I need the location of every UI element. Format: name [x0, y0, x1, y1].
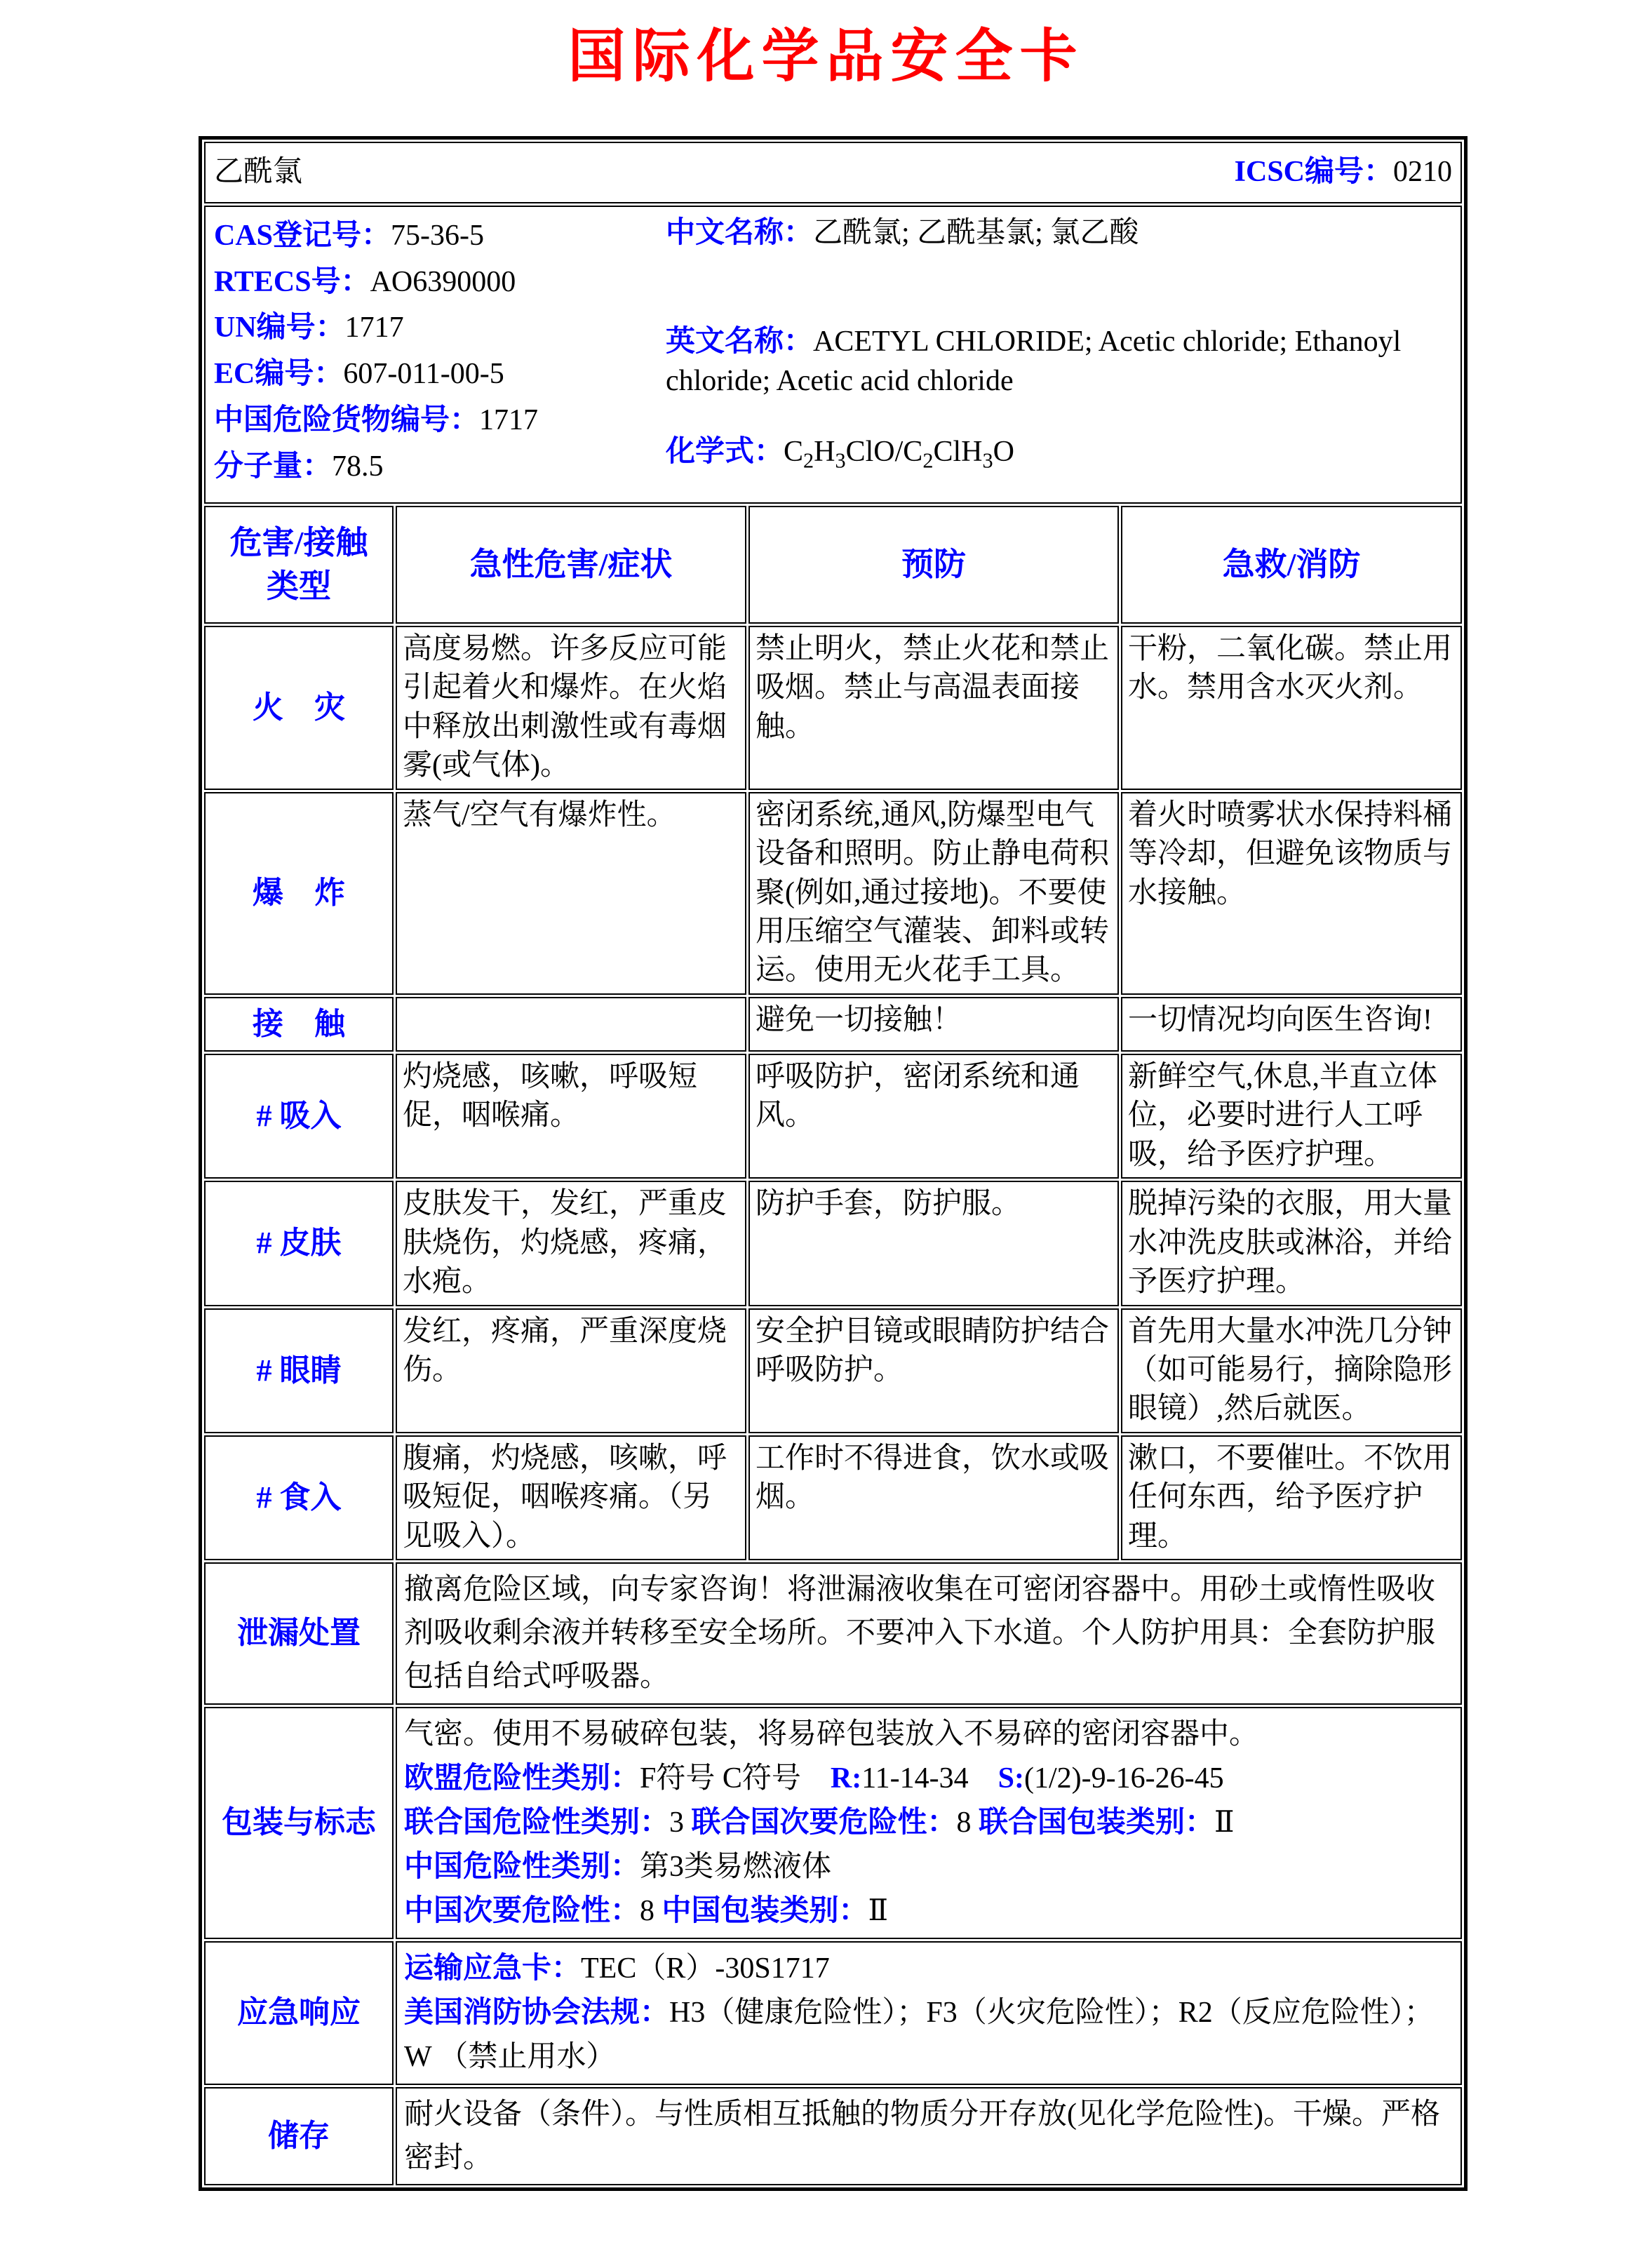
explosion-prevention: 密闭系统,通风,防爆型电气设备和照明。防止静电荷积聚(例如,通过接地)。不要使用压缩空气灌装、卸料或转运。使用无火花手工具。: [748, 792, 1119, 995]
hazard-header-symptoms: 急性危害/症状: [396, 506, 746, 624]
explosion-symptoms: 蒸气/空气有爆炸性。: [396, 792, 746, 995]
hazard-row-exposure: [204, 997, 1462, 1052]
molweight-label: 分子量：: [214, 450, 333, 483]
emergency-line-nfpa: 美国消防协会法规：H3（健康危险性）；F3（火灾危险性）；R2（反应危险性）；W （禁止用水）: [404, 1996, 1434, 2073]
emergency-text: [396, 1941, 1462, 2085]
packaging-line-un: 联合国危险性类别：3 联合国次要危险性：8 联合国包装类别：Ⅱ: [404, 1806, 1235, 1839]
row-label-eyes: # 眼睛: [204, 1308, 394, 1433]
china-dg-label: 中国危险货物编号：: [214, 404, 480, 437]
ingestion-symptoms: 腹痛，灼烧感，咳嗽，呼吸短促，咽喉疼痛。（另见吸入）。: [396, 1435, 746, 1560]
explosion-response: 着火时喷雾状水保持料桶等冷却，但避免该物质与水接触。: [1121, 792, 1462, 995]
china-dg-field: [214, 398, 663, 443]
skin-prevention: 防护手套，防护服。: [748, 1181, 1119, 1306]
cas-field: [214, 214, 663, 259]
molweight-value: 78.5: [332, 450, 384, 483]
fire-response: 干粉，二氧化碳。禁止用水。禁用含水灭火剂。: [1121, 626, 1462, 790]
english-name-value: ACETYL CHLORIDE; Acetic chloride; Ethanoyl chloride; Acetic acid chloride: [666, 326, 1402, 397]
eyes-symptoms: 发红，疼痛，严重深度烧伤。: [396, 1308, 746, 1433]
packaging-line-cn-class: 中国危险性类别：第3类易燃液体: [404, 1850, 832, 1883]
packaging-line-eu: 欧盟危险性类别：F符号 C符号 R:11-14-34 S:(1/2)-9-16-26-45: [404, 1762, 1224, 1795]
icsc-page: [0, 24, 1652, 2266]
eyes-response: 首先用大量水冲洗几分钟（如可能易行，摘除隐形眼镜）,然后就医。: [1121, 1308, 1462, 1433]
hazard-row-inhalation: [204, 1054, 1462, 1179]
hazard-row-eyes: [204, 1308, 1462, 1433]
card-header-row: [204, 142, 1462, 203]
inhalation-prevention: 呼吸防护，密闭系统和通风。: [748, 1054, 1119, 1179]
hazard-header-type: 危害/接触 类型: [204, 506, 394, 624]
packaging-label: 包装与标志: [204, 1707, 394, 1939]
icsc-card-table: [199, 136, 1468, 2191]
ec-field: [214, 352, 663, 397]
formula-field: [666, 433, 1452, 475]
skin-symptoms: 皮肤发干，发红，严重皮肤烧伤，灼烧感，疼痛，水疱。: [396, 1181, 746, 1306]
info-cell: [204, 206, 1462, 504]
ec-value: 607-011-00-5: [343, 358, 504, 391]
inhalation-symptoms: 灼烧感，咳嗽，呼吸短促，咽喉痛。: [396, 1054, 746, 1179]
inhalation-response: 新鲜空气,休息,半直立体位，必要时进行人工呼吸，给予医疗护理。: [1121, 1054, 1462, 1179]
row-label-skin: # 皮肤: [204, 1181, 394, 1306]
spill-label: 泄漏处置: [204, 1562, 394, 1704]
row-label-fire: 火 灾: [204, 626, 394, 790]
info-row: [204, 206, 1462, 504]
icsc-number-value: 0210: [1393, 156, 1453, 189]
rtecs-label: RTECS号：: [214, 265, 370, 298]
hazard-header-row: [204, 506, 1462, 624]
row-label-explosion: 爆 炸: [204, 792, 394, 995]
fire-symptoms: 高度易燃。许多反应可能引起着火和爆炸。在火焰中释放出刺激性或有毒烟雾(或气体)。: [396, 626, 746, 790]
china-dg-value: 1717: [479, 404, 539, 437]
cas-value: 75-36-5: [391, 219, 485, 252]
spill-text: 撤离危险区域，向专家咨询！将泄漏液收集在可密闭容器中。用砂土或惰性吸收剂吸收剩余液并转移至安全场所。不要冲入下水道。个人防护用具：全套防护服包括自给式呼吸器。: [396, 1562, 1462, 1704]
hazard-header-firstaid: 急救/消防: [1121, 506, 1462, 624]
chinese-name-field: [666, 214, 1452, 253]
section-row-storage: [204, 2087, 1462, 2185]
eyes-prevention: 安全护目镜或眼睛防护结合呼吸防护。: [748, 1308, 1119, 1433]
rtecs-field: [214, 260, 663, 305]
hazard-row-fire: [204, 626, 1462, 790]
un-label: UN编号：: [214, 311, 345, 344]
fire-prevention: 禁止明火，禁止火花和禁止吸烟。禁止与高温表面接触。: [748, 626, 1119, 790]
hazard-header-prevention: 预防: [748, 506, 1119, 624]
ec-label: EC编号：: [214, 358, 344, 391]
section-row-emergency: [204, 1941, 1462, 2085]
icsc-number-label: ICSC编号：: [1234, 156, 1394, 189]
packaging-text: [396, 1707, 1462, 1939]
hazard-row-ingestion: [204, 1435, 1462, 1560]
substance-names: [663, 214, 1452, 491]
row-label-exposure: 接 触: [204, 997, 394, 1052]
icsc-number: [1235, 153, 1452, 192]
exposure-response: 一切情况均向医生咨询!: [1121, 997, 1462, 1052]
row-label-inhalation: # 吸入: [204, 1054, 394, 1179]
molweight-field: [214, 445, 663, 490]
english-name-label: 英文名称：: [666, 326, 814, 358]
packaging-line-general: 气密。使用不易破碎包装，将易碎包装放入不易碎的密闭容器中。: [404, 1717, 1259, 1750]
un-field: [214, 306, 663, 351]
formula-label: 化学式：: [666, 436, 784, 469]
page-title: 国际化学品安全卡: [568, 25, 1084, 88]
formula-value: $C_2H_3ClO/C_2ClH_3O$: [784, 436, 1014, 473]
registry-numbers: [214, 214, 663, 491]
hazard-row-explosion: [204, 792, 1462, 995]
section-row-packaging: [204, 1707, 1462, 1939]
card-header-cell: [204, 142, 1462, 203]
hazard-row-skin: [204, 1181, 1462, 1306]
substance-name: 乙酰氯: [214, 156, 303, 189]
storage-label: 储存: [204, 2087, 394, 2185]
emergency-label: 应急响应: [204, 1941, 394, 2085]
packaging-line-cn-sub: 中国次要危险性：8 中国包装类别：Ⅱ: [404, 1894, 889, 1927]
chinese-name-label: 中文名称：: [666, 216, 814, 249]
ingestion-response: 漱口，不要催吐。不饮用任何东西，给予医疗护理。: [1121, 1435, 1462, 1560]
exposure-prevention: 避免一切接触！: [748, 997, 1119, 1052]
skin-response: 脱掉污染的衣服，用大量水冲洗皮肤或淋浴，并给予医疗护理。: [1121, 1181, 1462, 1306]
emergency-line-tec: 运输应急卡：TEC（R）-30S1717: [404, 1952, 830, 1985]
row-label-ingestion: # 食入: [204, 1435, 394, 1560]
cas-label: CAS登记号：: [214, 219, 391, 252]
chinese-name-value: 乙酰氯; 乙酰基氯; 氯乙酸: [813, 216, 1139, 249]
english-name-field: [666, 323, 1452, 401]
section-row-spill: [204, 1562, 1462, 1704]
ingestion-prevention: 工作时不得进食，饮水或吸烟。: [748, 1435, 1119, 1560]
exposure-symptoms: [396, 997, 746, 1052]
storage-text: 耐火设备（条件）。与性质相互抵触的物质分开存放(见化学危险性)。干燥。严格密封。: [396, 2087, 1462, 2185]
un-value: 1717: [344, 311, 404, 344]
rtecs-value: AO6390000: [370, 265, 516, 298]
